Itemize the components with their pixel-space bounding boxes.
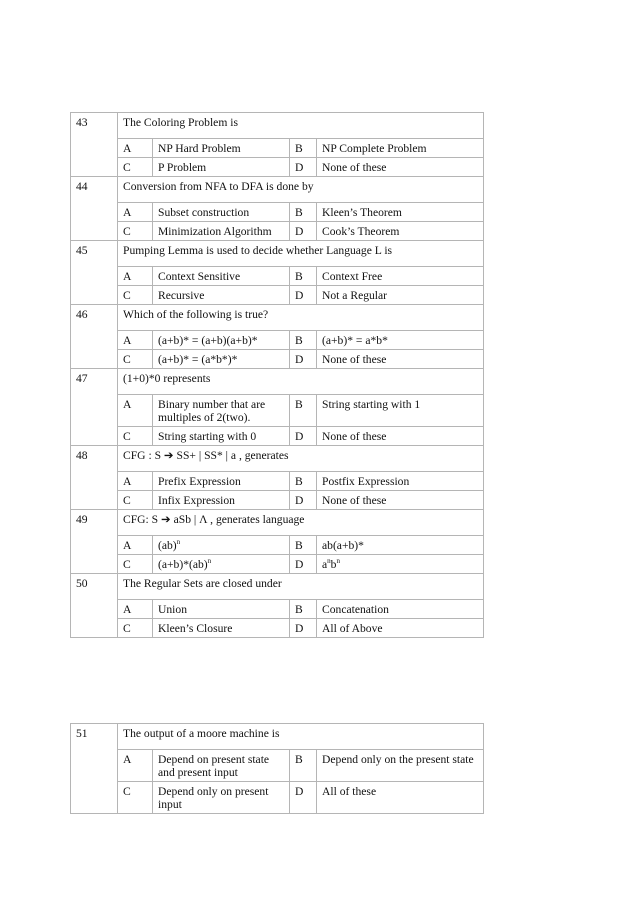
option-row bbox=[71, 750, 484, 782]
option-label: C bbox=[118, 427, 153, 446]
option-text: Minimization Algorithm bbox=[153, 222, 290, 241]
option-text bbox=[317, 555, 484, 574]
question-number: 49 bbox=[71, 510, 118, 574]
option-superscript: n bbox=[176, 538, 181, 546]
option-row bbox=[71, 350, 484, 369]
option-base: (ab) bbox=[158, 539, 177, 552]
option-text bbox=[153, 536, 290, 555]
option-label: C bbox=[118, 350, 153, 369]
option-label: A bbox=[118, 750, 153, 782]
option-label: B bbox=[290, 267, 317, 286]
option-text: Depend on present state and present input bbox=[153, 750, 290, 782]
option-label: D bbox=[290, 427, 317, 446]
question-text: The output of a moore machine is bbox=[118, 724, 484, 750]
option-text: All of Above bbox=[317, 619, 484, 638]
option-label: B bbox=[290, 536, 317, 555]
option-label: D bbox=[290, 350, 317, 369]
option-superscript: n bbox=[336, 557, 340, 565]
question-text: Conversion from NFA to DFA is done by bbox=[118, 177, 484, 203]
question-text: The Coloring Problem is bbox=[118, 113, 484, 139]
question-table-second bbox=[70, 723, 484, 814]
option-label: B bbox=[290, 331, 317, 350]
option-base: b bbox=[330, 558, 337, 571]
option-label: C bbox=[118, 222, 153, 241]
option-row bbox=[71, 331, 484, 350]
question-text: (1+0)*0 represents bbox=[118, 369, 484, 395]
question-text: CFG: S ➔ aSb | Λ , generates language bbox=[118, 510, 484, 536]
question-text: Which of the following is true? bbox=[118, 305, 484, 331]
option-text: Context Sensitive bbox=[153, 267, 290, 286]
option-text: Kleen’s Closure bbox=[153, 619, 290, 638]
option-label: B bbox=[290, 472, 317, 491]
option-row bbox=[71, 427, 484, 446]
question-number: 44 bbox=[71, 177, 118, 241]
question-text: Pumping Lemma is used to decide whether Language L is bbox=[118, 241, 484, 267]
question-table-main bbox=[70, 112, 484, 638]
option-text: None of these bbox=[317, 427, 484, 446]
option-label: B bbox=[290, 203, 317, 222]
option-label: C bbox=[118, 491, 153, 510]
question-number: 43 bbox=[71, 113, 118, 177]
option-label: A bbox=[118, 600, 153, 619]
option-text: Postfix Expression bbox=[317, 472, 484, 491]
option-label: D bbox=[290, 782, 317, 814]
option-label: C bbox=[118, 555, 153, 574]
option-text: Kleen’s Theorem bbox=[317, 203, 484, 222]
option-label: A bbox=[118, 267, 153, 286]
option-row bbox=[71, 555, 484, 574]
option-text: None of these bbox=[317, 158, 484, 177]
option-text: Recursive bbox=[153, 286, 290, 305]
option-row bbox=[71, 600, 484, 619]
option-label: D bbox=[290, 286, 317, 305]
question-row bbox=[71, 177, 484, 203]
option-row bbox=[71, 286, 484, 305]
option-label: C bbox=[118, 158, 153, 177]
option-label: C bbox=[118, 782, 153, 814]
option-row bbox=[71, 203, 484, 222]
option-label: D bbox=[290, 619, 317, 638]
option-text: NP Complete Problem bbox=[317, 139, 484, 158]
option-row bbox=[71, 222, 484, 241]
option-row bbox=[71, 536, 484, 555]
question-row bbox=[71, 305, 484, 331]
option-text: NP Hard Problem bbox=[153, 139, 290, 158]
option-text: (a+b)* = a*b* bbox=[317, 331, 484, 350]
option-text: Union bbox=[153, 600, 290, 619]
option-label: A bbox=[118, 203, 153, 222]
option-label: B bbox=[290, 750, 317, 782]
question-number: 47 bbox=[71, 369, 118, 446]
question-number: 45 bbox=[71, 241, 118, 305]
question-row bbox=[71, 724, 484, 750]
option-text: Infix Expression bbox=[153, 491, 290, 510]
question-row bbox=[71, 510, 484, 536]
question-number: 48 bbox=[71, 446, 118, 510]
option-row bbox=[71, 139, 484, 158]
option-label: B bbox=[290, 395, 317, 427]
option-label: D bbox=[290, 491, 317, 510]
option-row bbox=[71, 472, 484, 491]
option-text: P Problem bbox=[153, 158, 290, 177]
question-row bbox=[71, 241, 484, 267]
option-label: C bbox=[118, 286, 153, 305]
option-text: Binary number that are multiples of 2(two). bbox=[153, 395, 290, 427]
option-label: B bbox=[290, 600, 317, 619]
option-label: A bbox=[118, 536, 153, 555]
option-row bbox=[71, 395, 484, 427]
option-label: B bbox=[290, 139, 317, 158]
option-label: D bbox=[290, 158, 317, 177]
option-label: A bbox=[118, 472, 153, 491]
option-text: Context Free bbox=[317, 267, 484, 286]
question-text: The Regular Sets are closed under bbox=[118, 574, 484, 600]
option-base: (a+b)*(ab) bbox=[158, 558, 208, 571]
option-text: ab(a+b)* bbox=[317, 536, 484, 555]
question-number: 50 bbox=[71, 574, 118, 638]
question-row bbox=[71, 574, 484, 600]
option-text: Prefix Expression bbox=[153, 472, 290, 491]
option-row bbox=[71, 782, 484, 814]
question-text: CFG : S ➔ SS+ | SS* | a , generates bbox=[118, 446, 484, 472]
option-label: A bbox=[118, 139, 153, 158]
option-base: a bbox=[322, 558, 328, 571]
option-text: (a+b)* = (a+b)(a+b)* bbox=[153, 331, 290, 350]
option-label: D bbox=[290, 555, 317, 574]
option-text: String starting with 1 bbox=[317, 395, 484, 427]
option-text: All of these bbox=[317, 782, 484, 814]
option-text: (a+b)* = (a*b*)* bbox=[153, 350, 290, 369]
option-text: Cook’s Theorem bbox=[317, 222, 484, 241]
option-label: D bbox=[290, 222, 317, 241]
question-number: 51 bbox=[71, 724, 118, 814]
option-text: None of these bbox=[317, 350, 484, 369]
option-text: Depend only on present input bbox=[153, 782, 290, 814]
question-row bbox=[71, 446, 484, 472]
option-text: Depend only on the present state bbox=[317, 750, 484, 782]
option-text: Not a Regular bbox=[317, 286, 484, 305]
question-row bbox=[71, 113, 484, 139]
option-superscript: n bbox=[207, 557, 212, 565]
question-row bbox=[71, 369, 484, 395]
option-label: A bbox=[118, 395, 153, 427]
option-text: None of these bbox=[317, 491, 484, 510]
question-number: 46 bbox=[71, 305, 118, 369]
option-text: String starting with 0 bbox=[153, 427, 290, 446]
option-label: A bbox=[118, 331, 153, 350]
option-text bbox=[153, 555, 290, 574]
option-superscript: n bbox=[327, 557, 331, 565]
option-row bbox=[71, 491, 484, 510]
option-row bbox=[71, 158, 484, 177]
option-row bbox=[71, 267, 484, 286]
option-label: C bbox=[118, 619, 153, 638]
option-text: Subset construction bbox=[153, 203, 290, 222]
option-row bbox=[71, 619, 484, 638]
option-text: Concatenation bbox=[317, 600, 484, 619]
